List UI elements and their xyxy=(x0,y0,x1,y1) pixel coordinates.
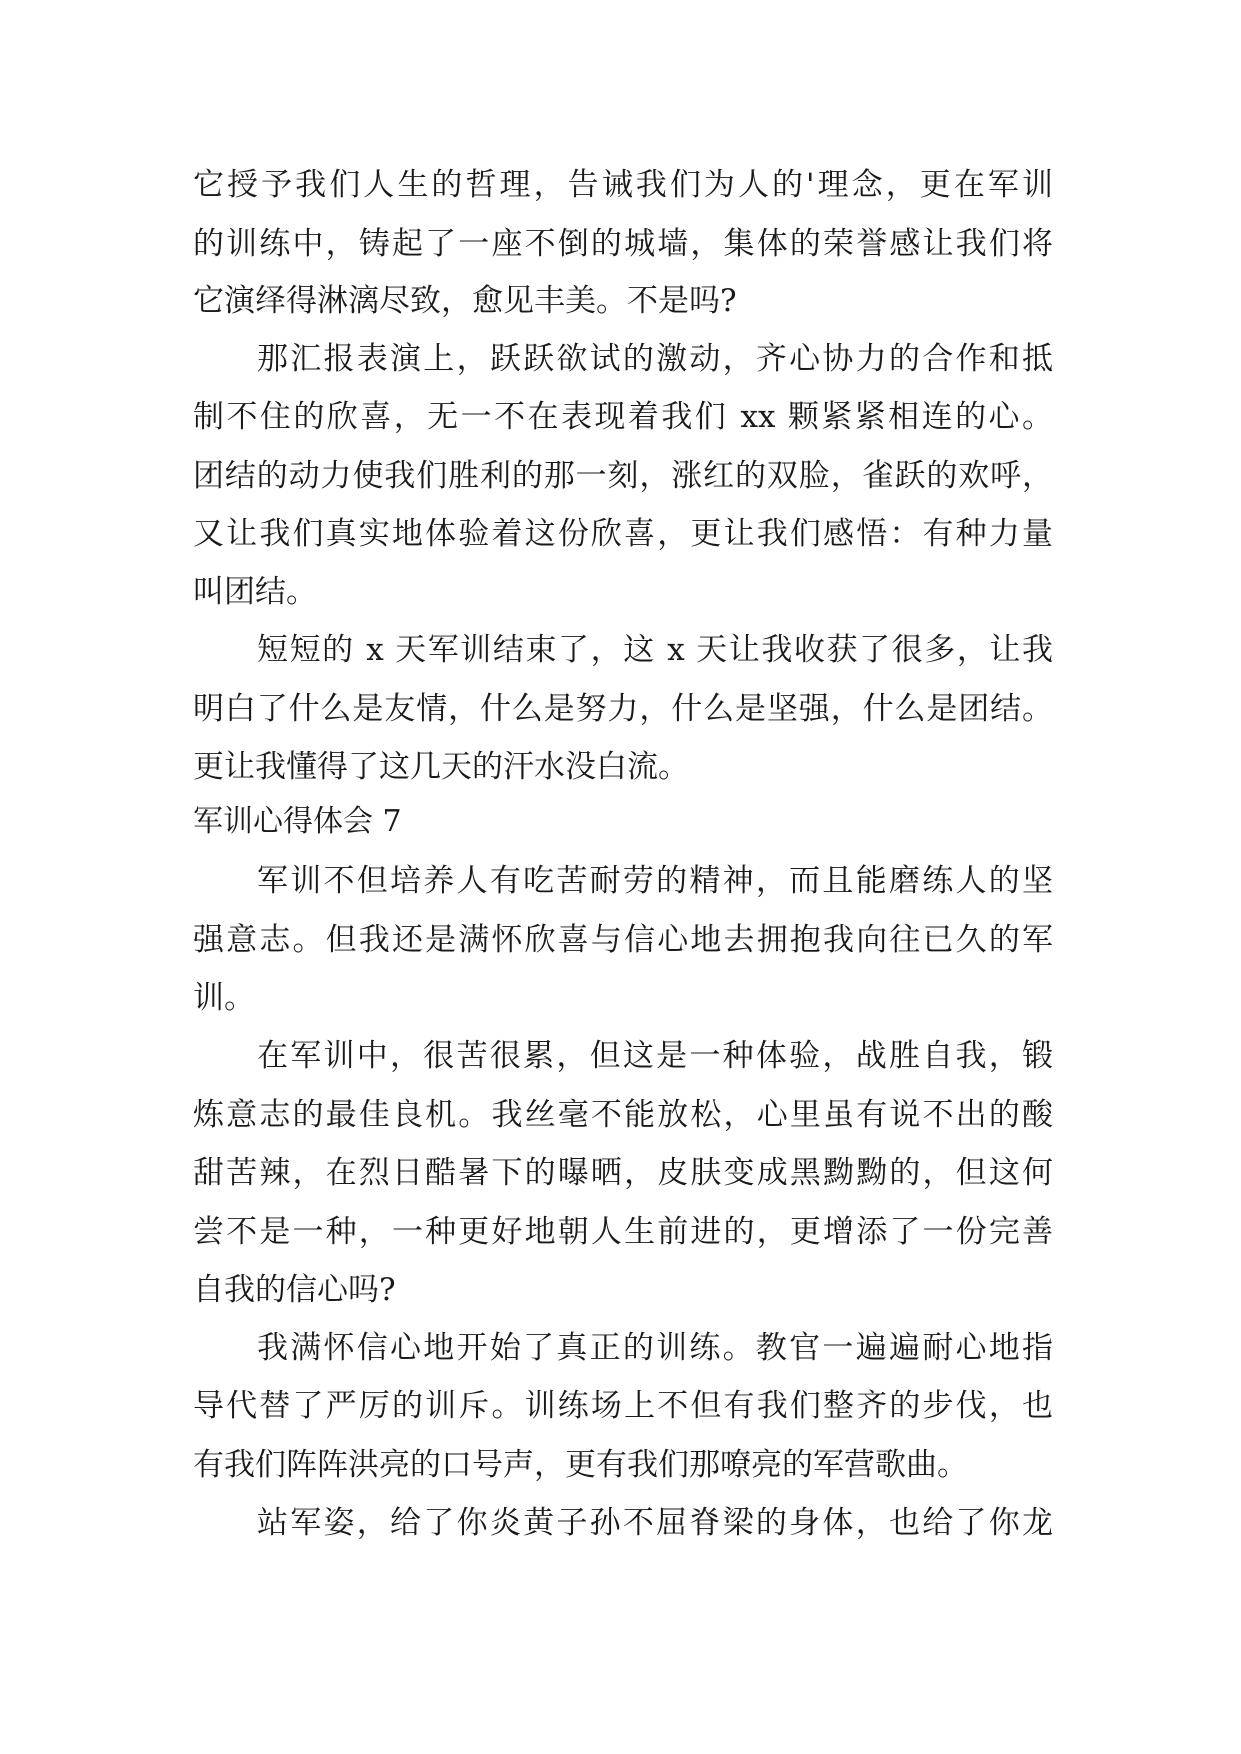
paragraph-line: 它演绎得淋漓尽致，愈见丰美。不是吗? xyxy=(193,283,737,319)
paragraph-line: 站军姿，给了你炎黄子孙不屈脊梁的身体，也给了你龙 xyxy=(257,1505,1053,1541)
paragraph-line: 叫团结。 xyxy=(193,574,317,610)
paragraph-line: 我满怀信心地开始了真正的训练。教官一遍遍耐心地指 xyxy=(257,1330,1053,1366)
paragraph-line: 导代替了严厉的训斥。训练场上不但有我们整齐的步伐，也 xyxy=(193,1388,1053,1424)
paragraph-line: 炼意志的最佳良机。我丝毫不能放松，心里虽有说不出的酸 xyxy=(193,1097,1053,1133)
paragraph-line: 在军训中，很苦很累，但这是一种体验，战胜自我，锻 xyxy=(257,1038,1053,1074)
paragraph-line: 又让我们真实地体验着这份欣喜，更让我们感悟：有种力量 xyxy=(193,516,1053,552)
paragraph-line: 那汇报表演上，跃跃欲试的激动，齐心协力的合作和抵 xyxy=(257,341,1053,377)
section-heading: 军训心得体会 7 xyxy=(193,804,402,839)
paragraph-line: 军训不但培养人有吃苦耐劳的精神，而且能磨练人的坚 xyxy=(257,863,1053,899)
paragraph-line: 更让我懂得了这几天的汗水没白流。 xyxy=(193,749,689,785)
paragraph-line: 团结的动力使我们胜利的那一刻，涨红的双脸，雀跃的欢呼， xyxy=(193,458,1053,494)
paragraph-line: 短短的 x 天军训结束了，这 x 天让我收获了很多，让我 xyxy=(257,632,1053,668)
paragraph-line: 制不住的欣喜，无一不在表现着我们 xx 颗紧紧相连的心。 xyxy=(193,399,1053,435)
paragraph-line: 有我们阵阵洪亮的口号声，更有我们那嘹亮的军营歌曲。 xyxy=(193,1447,968,1483)
paragraph-line: 明白了什么是友情，什么是努力，什么是坚强，什么是团结。 xyxy=(193,691,1053,727)
paragraph-line: 它授予我们人生的哲理，告诫我们为人的'理念，更在军训 xyxy=(193,167,1053,203)
paragraph-line: 的训练中，铸起了一座不倒的城墙，集体的荣誉感让我们将 xyxy=(193,226,1053,262)
paragraph-line: 自我的信心吗? xyxy=(193,1272,396,1308)
paragraph-line: 训。 xyxy=(193,980,255,1016)
paragraph-line: 尝不是一种，一种更好地朝人生前进的，更增添了一份完善 xyxy=(193,1214,1053,1250)
paragraph-line: 强意志。但我还是满怀欣喜与信心地去拥抱我向往已久的军 xyxy=(193,922,1053,958)
paragraph-line: 甜苦辣，在烈日酷暑下的曝晒，皮肤变成黑黝黝的，但这何 xyxy=(193,1155,1053,1191)
